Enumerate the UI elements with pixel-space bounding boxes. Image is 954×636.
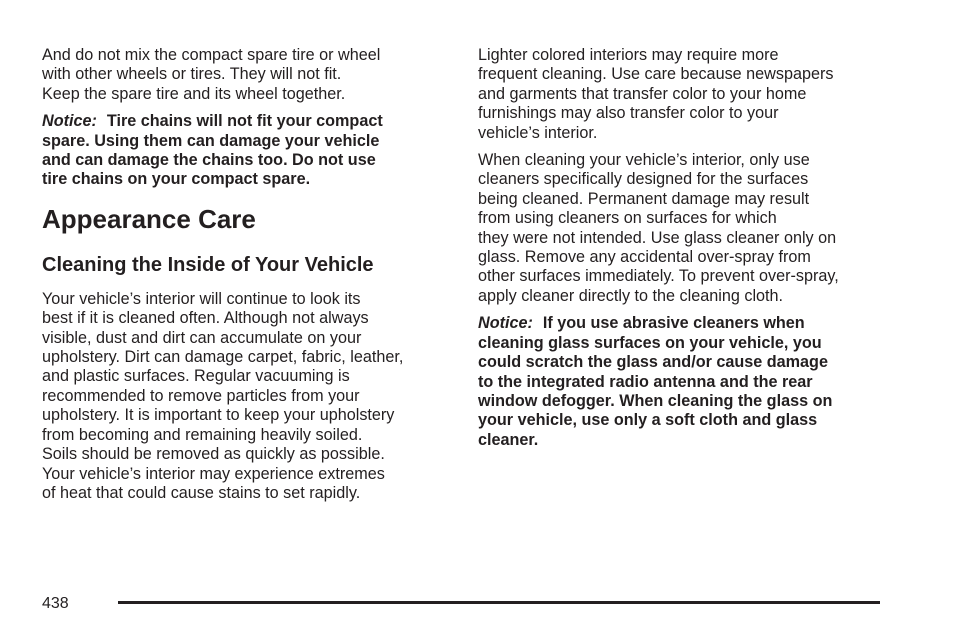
text-line: Your vehicle’s interior will continue to look its (42, 289, 361, 308)
text-line: Soils should be removed as quickly as possible. (42, 445, 385, 464)
text-line (478, 314, 888, 333)
text-line: Your vehicle’s interior may experience extremes (42, 464, 385, 483)
spare-tire-paragraph (42, 46, 452, 104)
text-line: from becoming and remaining heavily soiled. (42, 425, 363, 444)
text-line: recommended to remove particles from your (42, 386, 360, 405)
text-line: cleaner. (478, 430, 539, 449)
page-number: 438 (42, 595, 69, 612)
text-line: and plastic surfaces. Regular vacuuming is (42, 367, 350, 386)
text-line: glass. Remove any accidental over-spray from (478, 248, 811, 267)
text-line: tire chains on your compact spare. (42, 170, 311, 189)
text-line: your vehicle, use only a soft cloth and glass (478, 411, 818, 430)
text-line: with other wheels or tires. They will not fit. (42, 65, 342, 84)
notice-label: Notice: (42, 112, 97, 131)
text-line: cleaning glass surfaces on your vehicle, you (478, 333, 822, 352)
text-line: vehicle’s interior. (478, 123, 598, 142)
text-line: When cleaning your vehicle’s interior, only use (478, 151, 810, 170)
text-line: best if it is cleaned often. Although not always (42, 309, 369, 328)
footer-rule (118, 601, 880, 604)
tire-chains-notice (42, 112, 452, 190)
interior-cleaning-paragraph (42, 290, 452, 503)
left-column (42, 46, 452, 511)
abrasive-cleaners-notice (478, 314, 888, 450)
text-line (42, 112, 452, 131)
text-line: upholstery. Dirt can damage carpet, fabric, leather, (42, 348, 404, 367)
text-line: spare. Using them can damage your vehicle (42, 131, 380, 150)
text-line: other surfaces immediately. To prevent over-spray, (478, 267, 839, 286)
text-line: frequent cleaning. Use care because newspapers (478, 65, 834, 84)
text-line: they were not intended. Use glass cleaner only on (478, 228, 837, 247)
text-line: And do not mix the compact spare tire or wheel (42, 46, 381, 64)
text-line: window defogger. When cleaning the glass on (478, 391, 833, 410)
notice-text: If you use abrasive cleaners when (542, 314, 805, 333)
text-line: to the integrated radio antenna and the rear (478, 372, 813, 391)
text-line: apply cleaner directly to the cleaning cloth. (478, 286, 784, 305)
text-line: of heat that could cause stains to set rapidly. (42, 483, 361, 502)
text-line: visible, dust and dirt can accumulate on your (42, 328, 362, 347)
text-line: and garments that transfer color to your home (478, 84, 807, 103)
section-heading: Appearance Care (42, 203, 256, 234)
text-line: furnishings may also transfer color to your (478, 104, 779, 123)
right-column (478, 46, 888, 458)
lighter-interiors-paragraph (478, 46, 888, 143)
text-line: Keep the spare tire and its wheel together. (42, 84, 346, 103)
text-line: from using cleaners on surfaces for which (478, 209, 777, 228)
cleaners-paragraph (478, 151, 888, 306)
text-line: Lighter colored interiors may require more (478, 46, 779, 64)
subsection-heading: Cleaning the Inside of Your Vehicle (42, 253, 374, 276)
text-line: could scratch the glass and/or cause damage (478, 353, 828, 372)
text-line: cleaners specifically designed for the surfaces (478, 170, 809, 189)
notice-label: Notice: (478, 314, 533, 333)
text-line: upholstery. It is important to keep your upholstery (42, 406, 395, 425)
text-line: being cleaned. Permanent damage may result (478, 189, 810, 208)
notice-text: Tire chains will not fit your compact (106, 112, 383, 131)
text-line: and can damage the chains too. Do not use (42, 151, 376, 170)
